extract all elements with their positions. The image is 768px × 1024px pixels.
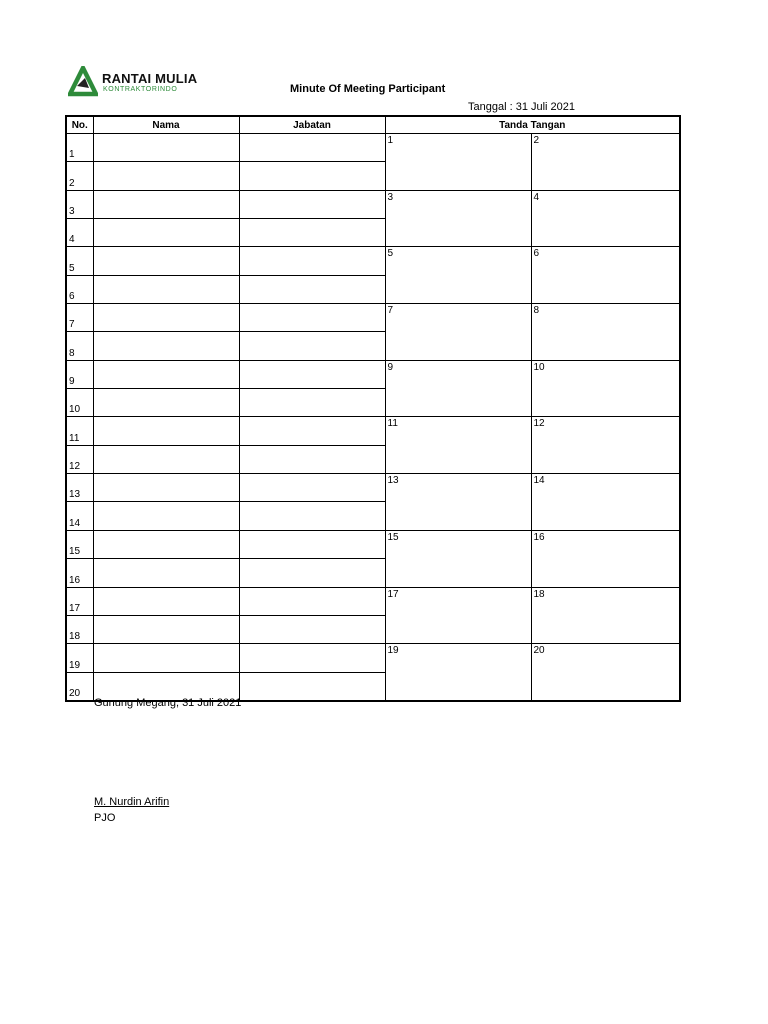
table-row (66, 474, 680, 502)
row-number: 10 (66, 389, 93, 417)
signature-box[interactable]: 16 (531, 530, 680, 587)
nama-cell[interactable] (93, 134, 239, 162)
signature-box[interactable]: 6 (531, 247, 680, 304)
signature-box[interactable]: 14 (531, 474, 680, 531)
meeting-date: Tanggal : 31 Juli 2021 (468, 101, 576, 113)
header-jabatan: Jabatan (239, 116, 385, 134)
jabatan-cell[interactable] (239, 559, 385, 587)
nama-cell[interactable] (93, 502, 239, 530)
signature-box[interactable]: 19 (385, 644, 531, 701)
nama-cell[interactable] (93, 360, 239, 388)
row-number: 18 (66, 615, 93, 643)
jabatan-cell[interactable] (239, 360, 385, 388)
jabatan-cell[interactable] (239, 134, 385, 162)
nama-cell[interactable] (93, 559, 239, 587)
row-number: 16 (66, 559, 93, 587)
row-number: 2 (66, 162, 93, 190)
row-number: 3 (66, 190, 93, 218)
table-row (66, 587, 680, 615)
jabatan-cell[interactable] (239, 332, 385, 360)
signature-box[interactable]: 7 (385, 304, 531, 361)
table-row (66, 644, 680, 672)
row-number: 9 (66, 360, 93, 388)
table-row (66, 134, 680, 162)
row-number: 19 (66, 644, 93, 672)
jabatan-cell[interactable] (239, 247, 385, 275)
row-number: 17 (66, 587, 93, 615)
signature-box[interactable]: 4 (531, 190, 680, 247)
nama-cell[interactable] (93, 644, 239, 672)
jabatan-cell[interactable] (239, 219, 385, 247)
nama-cell[interactable] (93, 445, 239, 473)
signer-role: PJO (94, 812, 116, 824)
jabatan-cell[interactable] (239, 644, 385, 672)
jabatan-cell[interactable] (239, 474, 385, 502)
row-number: 7 (66, 304, 93, 332)
signature-box[interactable]: 18 (531, 587, 680, 644)
signature-box[interactable]: 15 (385, 530, 531, 587)
row-number: 14 (66, 502, 93, 530)
row-number: 4 (66, 219, 93, 247)
table-row (66, 360, 680, 388)
jabatan-cell[interactable] (239, 162, 385, 190)
jabatan-cell[interactable] (239, 672, 385, 701)
nama-cell[interactable] (93, 219, 239, 247)
jabatan-cell[interactable] (239, 275, 385, 303)
jabatan-cell[interactable] (239, 417, 385, 445)
table-row (66, 304, 680, 332)
table-body (66, 134, 680, 701)
table-header-row (66, 116, 680, 134)
jabatan-cell[interactable] (239, 445, 385, 473)
logo-name: RANTAI MULIA (102, 71, 198, 86)
jabatan-cell[interactable] (239, 615, 385, 643)
nama-cell[interactable] (93, 474, 239, 502)
jabatan-cell[interactable] (239, 304, 385, 332)
jabatan-cell[interactable] (239, 190, 385, 218)
table-row (66, 417, 680, 445)
row-number: 20 (66, 672, 93, 701)
nama-cell[interactable] (93, 275, 239, 303)
row-number: 1 (66, 134, 93, 162)
signature-box[interactable]: 1 (385, 134, 531, 191)
table-row (66, 247, 680, 275)
jabatan-cell[interactable] (239, 502, 385, 530)
signature-box[interactable]: 9 (385, 360, 531, 417)
nama-cell[interactable] (93, 615, 239, 643)
nama-cell[interactable] (93, 530, 239, 558)
nama-cell[interactable] (93, 190, 239, 218)
signer-name: M. Nurdin Arifin (94, 796, 170, 808)
signature-box[interactable]: 13 (385, 474, 531, 531)
signature-box[interactable]: 5 (385, 247, 531, 304)
participant-table (65, 115, 681, 702)
jabatan-cell[interactable] (239, 530, 385, 558)
signature-box[interactable]: 20 (531, 644, 680, 701)
header-no: No. (66, 116, 93, 134)
header-tanda-tangan: Tanda Tangan (385, 116, 680, 134)
jabatan-cell[interactable] (239, 587, 385, 615)
row-number: 15 (66, 530, 93, 558)
nama-cell[interactable] (93, 247, 239, 275)
table-row (66, 190, 680, 218)
page-title: Minute Of Meeting Participant (290, 83, 446, 95)
signature-box[interactable]: 3 (385, 190, 531, 247)
signature-box[interactable]: 12 (531, 417, 680, 474)
signature-box[interactable]: 8 (531, 304, 680, 361)
company-logo (68, 66, 208, 102)
signature-box[interactable]: 2 (531, 134, 680, 191)
nama-cell[interactable] (93, 417, 239, 445)
place-date: Gunung Megang, 31 Juli 2021 (94, 697, 242, 709)
nama-cell[interactable] (93, 162, 239, 190)
jabatan-cell[interactable] (239, 389, 385, 417)
row-number: 13 (66, 474, 93, 502)
nama-cell[interactable] (93, 389, 239, 417)
row-number: 11 (66, 417, 93, 445)
row-number: 8 (66, 332, 93, 360)
header-nama: Nama (93, 116, 239, 134)
nama-cell[interactable] (93, 332, 239, 360)
signature-box[interactable]: 11 (385, 417, 531, 474)
row-number: 6 (66, 275, 93, 303)
row-number: 5 (66, 247, 93, 275)
nama-cell[interactable] (93, 587, 239, 615)
rantai-mulia-logo-icon (68, 66, 98, 100)
signature-box[interactable]: 10 (531, 360, 680, 417)
row-number: 12 (66, 445, 93, 473)
logo-subtitle: KONTRAKTORINDO (103, 86, 178, 93)
table-row (66, 530, 680, 558)
nama-cell[interactable] (93, 304, 239, 332)
signature-box[interactable]: 17 (385, 587, 531, 644)
